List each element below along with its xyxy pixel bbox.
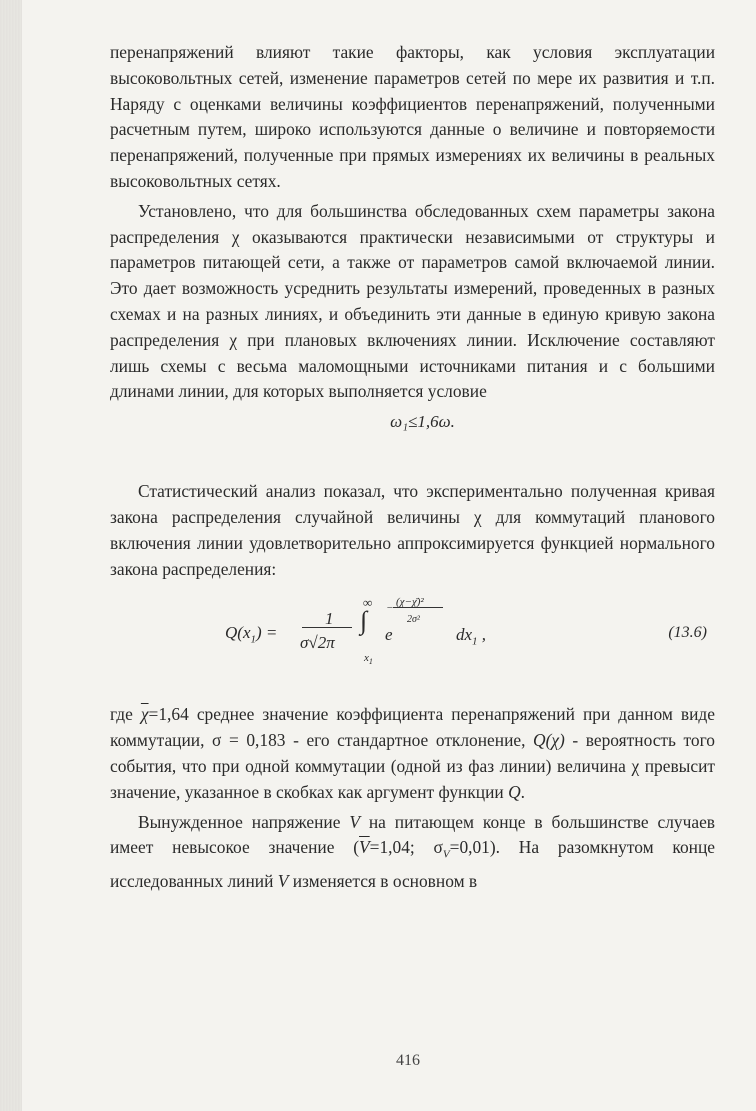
formula-minus: − [386, 602, 394, 615]
formula-number: (13.6) [668, 624, 707, 642]
p5-text-d: =0,01). На разомкнутом конце исследованных линий [110, 837, 715, 891]
paragraph-1: перенапряжений влияют такие факторы, как условия эксплуатации высоковольтных сетей, изменение параметров сетей по мере их развития и т.п. Наряду с оценками величины коэффициентов перенапряжений, полученными расчетным путем, широко используются данные о величине и повторяемости перенапряжений, полученные при прямых измерениях их величины в реальных высоковольтных сетях. [110, 42, 715, 191]
condition-formula: ω₁≤1,6ω. [390, 412, 455, 432]
paragraph-2: Установлено, что для большинства обследованных схем параметры закона распределения χ оказываются практически независимыми от структуры и параметров питающей сети, а также от параметров самой включаемой линии. Это дает возможность усреднить результаты измерений, проведенных в разных схемах и на разных линиях, и объединить эти данные в единую кривую закона распределения χ при плановых включениях линии. Исключение составляют лишь схемы с весьма маломощными источниками питания и с большими длинами линии, для которых выполняется условие [110, 200, 715, 402]
v-bar: $\overline{V}$ [359, 837, 370, 858]
book-gutter [0, 0, 22, 1111]
paragraph-4 [110, 702, 715, 805]
formula-integral: ∫ [360, 606, 368, 636]
page-body [110, 40, 715, 894]
paragraph-3: Статистический анализ показал, что экспериментально полученная кривая закона распределения случайной величины χ для коммутаций планового включения линии удовлетворительно аппроксимируется функцией нормального закона распределения: [110, 481, 715, 579]
formula-numerator: 1 [325, 609, 334, 629]
formula-lhs-sub: 1 [250, 633, 256, 646]
chi-bar: $\overline{\chi}$ [140, 704, 149, 725]
p4-text-b: =1,64 среднее значение коэффициента перенапряжений при данном виде коммутации, σ = 0,183 - его стандартное отклонение, [110, 704, 715, 751]
formula-lhs: Q(x [225, 623, 251, 643]
p4-text-d: . [520, 781, 525, 802]
sigma-v-sub: V [442, 848, 450, 861]
p5-text-b: на питающем конце в большинстве случаев имеет невысокое значение ( [110, 811, 715, 858]
formula-upper-limit: ∞ [363, 595, 373, 611]
formula-13-6 [110, 590, 715, 686]
formula-lhs-end: ) = [255, 623, 278, 643]
p4-text-a: где [110, 704, 141, 725]
formula-dx-sub: 1 [472, 635, 478, 648]
formula-lower-limit: x [364, 652, 369, 665]
paragraph-5 [110, 810, 715, 895]
formula-exponent-den: 2σ² [407, 614, 420, 626]
formula-dx: dx [456, 625, 473, 645]
p4-text-c: - вероятность того события, что при одной коммутации (одной из фаз линии) величина χ превысит значение, указанное в скобках как аргумент функции [110, 730, 715, 802]
v-symbol-2: V [277, 870, 289, 891]
v-symbol: V [349, 811, 360, 832]
formula-dx-end: , [477, 625, 487, 645]
formula-lower-sub: 1 [368, 657, 373, 667]
q-func: Q [508, 781, 521, 802]
formula-denominator: σ√2π [300, 633, 335, 653]
page-number: 416 [396, 1052, 420, 1069]
p5-text-c: =1,04; σ [369, 837, 443, 858]
q-chi: Q(χ) [533, 730, 565, 751]
p5-text-a: Вынужденное напряжение [138, 811, 350, 832]
formula-exponent-num: (χ−χ̄)² [396, 596, 424, 609]
p5-text-e: изменяется в основном в [288, 870, 478, 891]
formula-base-e: e [385, 625, 393, 645]
